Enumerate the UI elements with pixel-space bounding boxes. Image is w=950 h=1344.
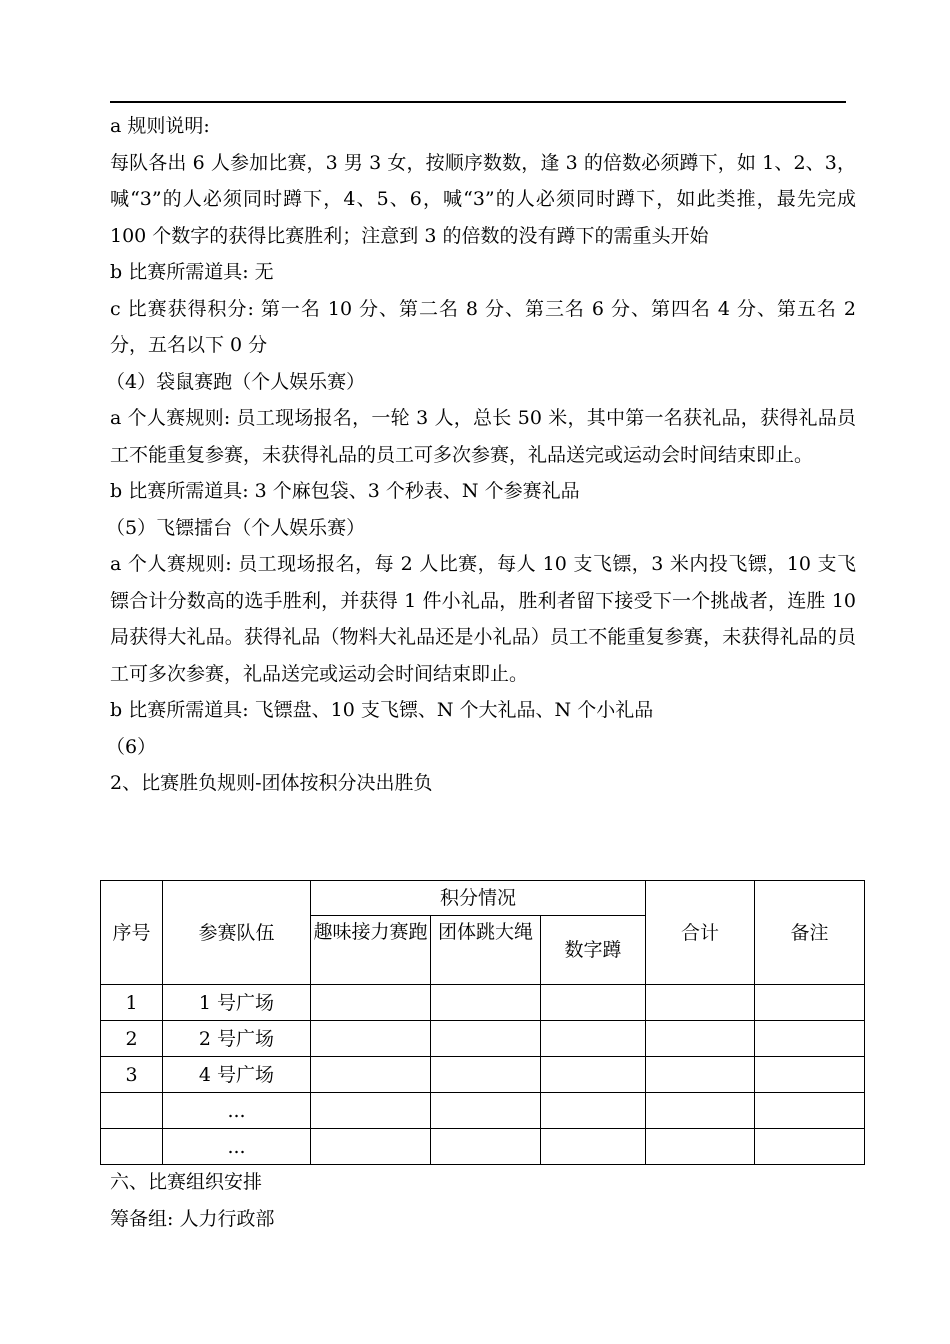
header-relay: 趣味接力赛跑 [311,916,431,985]
header-remark: 备注 [755,881,865,985]
props-line: b 比赛所需道具: 无 [110,261,274,283]
header-rope: 团体跳大绳 [431,916,541,985]
row-index: 1 [101,985,163,1021]
cell-relay [311,1021,431,1057]
table-row [101,1129,865,1165]
cell-relay [311,1093,431,1129]
table-row [101,985,865,1021]
cell-total [646,1129,755,1165]
cell-remark [755,985,865,1021]
table-row [101,1093,865,1129]
cell-rope [431,1093,541,1129]
document-body [106,108,856,802]
row-index [101,1129,163,1165]
cell-rope [431,985,541,1021]
cell-squat [541,1057,646,1093]
darts-rules: a 个人赛规则: 员工现场报名，每 2 人比赛，每人 10 支飞镖，3 米内投飞镖，10 支飞镖合计分数高的选手胜利，并获得 1 件小礼品，胜利者留下接受下一个挑战者，连胜 10 局获得大礼品。获得礼品（物料大礼品还是小礼品）员工不能重复参赛，未获得礼品的员工可多次参赛，礼品送完或运动会时间结束即止。 [110,553,856,685]
cell-squat [541,1021,646,1057]
organization-section [110,1164,856,1237]
section-darts: （5）飞镖擂台（个人娱乐赛） [106,516,366,539]
cell-relay [311,985,431,1021]
cell-squat [541,1093,646,1129]
cell-squat [541,985,646,1021]
kangaroo-rules: a 个人赛规则: 员工现场报名，一轮 3 人，总长 50 米，其中第一名获礼品，获得礼品员工不能重复参赛，未获得礼品的员工可多次参赛，礼品送完或运动会时间结束即止。 [110,407,856,466]
win-rules-heading: 2、比赛胜负规则-团体按积分决出胜负 [110,772,433,794]
cell-relay [311,1057,431,1093]
preparation-group: 筹备组: 人力行政部 [110,1207,275,1230]
cell-remark [755,1021,865,1057]
rule-heading: a 规则说明: [110,115,210,137]
organization-heading: 六、比赛组织安排 [110,1171,263,1193]
cell-remark [755,1093,865,1129]
cell-rope [431,1129,541,1165]
header-score-group: 积分情况 [311,881,646,916]
cell-rope [431,1057,541,1093]
row-index [101,1093,163,1129]
table-row [101,1021,865,1057]
header-total: 合计 [646,881,755,985]
cell-remark [755,1129,865,1165]
rule-description: 每队各出 6 人参加比赛，3 男 3 女，按顺序数数，逢 3 的倍数必须蹲下，如 1、2、3，喊“3”的人必须同时蹲下，4、5、6，喊“3”的人必须同时蹲下，如此类推，最先完成 100 个数字的获得比赛胜利；注意到 3 的倍数的没有蹲下的需重头开始 [110,151,856,247]
kangaroo-props: b 比赛所需道具: 3 个麻包袋、3 个秒表、N 个参赛礼品 [110,480,580,502]
row-index: 3 [101,1057,163,1093]
table-row [101,1057,865,1093]
row-index: 2 [101,1021,163,1057]
section-kangaroo-race: （4）袋鼠赛跑（个人娱乐赛） [106,370,366,393]
header-rule [110,101,846,103]
header-team: 参赛队伍 [163,881,311,985]
row-team: ... [163,1093,311,1129]
darts-props: b 比赛所需道具: 飞镖盘、10 支飞镖、N 个大礼品、N 个小礼品 [110,699,654,721]
row-team: 1 号广场 [163,985,311,1021]
points-line: c 比赛获得积分: 第一名 10 分、第二名 8 分、第三名 6 分、第四名 4 分、第五名 2 分，五名以下 0 分 [110,297,856,356]
cell-remark [755,1057,865,1093]
row-team: 4 号广场 [163,1057,311,1093]
cell-squat [541,1129,646,1165]
cell-total [646,1093,755,1129]
cell-rope [431,1021,541,1057]
cell-total [646,1057,755,1093]
header-squat: 数字蹲 [541,916,646,985]
header-index: 序号 [101,881,163,985]
section-6: （6） [106,735,157,758]
cell-total [646,1021,755,1057]
cell-relay [311,1129,431,1165]
cell-total [646,985,755,1021]
score-table [100,880,865,1165]
row-team: ... [163,1129,311,1165]
row-team: 2 号广场 [163,1021,311,1057]
